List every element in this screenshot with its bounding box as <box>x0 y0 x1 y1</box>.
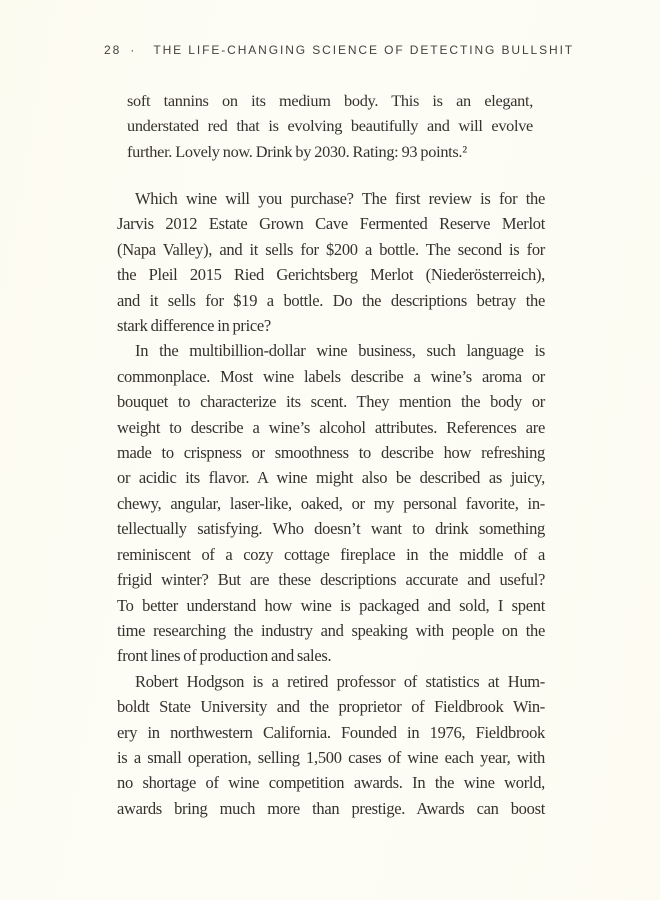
text-line: Which wine will you purchase? The first review is for the <box>135 189 545 208</box>
text-line: awards bring much more than prestige. Awards can boost <box>117 798 545 818</box>
paragraph <box>117 186 545 338</box>
wine-review-quote <box>127 88 533 164</box>
text-line: chewy, angular, laser-like, oaked, or my personal favorite, in- <box>117 493 545 513</box>
separator-dot: · <box>130 43 137 57</box>
text-line: bouquet to characterize its scent. They mention the body or <box>117 392 545 412</box>
text-line: Robert Hodgson is a retired professor of statistics at Hum- <box>135 671 545 691</box>
text-line: time researching the industry and speaking with people on the <box>117 620 545 640</box>
text-line: ery in northwestern California. Founded in 1976, Fieldbrook <box>117 722 545 742</box>
text-line: or acidic its flavor. A wine might also be described as juicy, <box>117 468 545 488</box>
running-header-title: THE LIFE-CHANGING SCIENCE OF DETECTING BULLSHIT <box>153 43 575 57</box>
text-line: is a small operation, selling 1,500 cases of wine each year, with <box>117 747 545 767</box>
text-line: the Pleil 2015 Ried Gerichtsberg Merlot (Niederösterreich), <box>117 265 545 285</box>
page-number: 28 <box>104 43 122 57</box>
text-line: commonplace. Most wine labels describe a wine’s aroma or <box>117 366 545 386</box>
text-line: understated red that is evolving beautifully and will evolve <box>127 116 533 136</box>
page-body <box>117 186 545 821</box>
text-line: boldt State University and the proprietor of Fieldbrook Win- <box>117 697 545 717</box>
text-line: weight to describe a wine’s alcohol attributes. References are <box>117 417 545 437</box>
text-line: front lines of production and sales. <box>117 646 332 666</box>
text-line: further. Lovely now. Drink by 2030. Rating: 93 points.² <box>127 141 467 161</box>
text-line: Jarvis 2012 Estate Grown Cave Fermented Reserve Merlot <box>117 214 545 234</box>
running-header <box>104 43 575 57</box>
text-line: In the multibillion-dollar wine business, such language is <box>135 341 545 361</box>
text-line: frigid winter? But are these descriptions accurate and useful? <box>117 570 545 590</box>
text-line: To better understand how wine is packaged and sold, I spent <box>117 595 545 615</box>
text-line: (Napa Valley), and it sells for $200 a bottle. The second is for <box>117 239 545 259</box>
text-line: soft tannins on its medium body. This is an elegant, <box>127 91 533 110</box>
paragraph <box>117 669 545 821</box>
text-line: and it sells for $19 a bottle. Do the descriptions betray the <box>117 290 545 310</box>
text-line: stark difference in price? <box>117 316 271 336</box>
text-line: no shortage of wine competition awards. In the wine world, <box>117 773 545 793</box>
text-line: tellectually satisfying. Who doesn’t want to drink something <box>117 519 545 539</box>
paragraph <box>117 338 545 668</box>
text-line: reminiscent of a cozy cottage fireplace in the middle of a <box>117 544 545 564</box>
text-line: made to crispness or smoothness to describe how refreshing <box>117 443 545 463</box>
